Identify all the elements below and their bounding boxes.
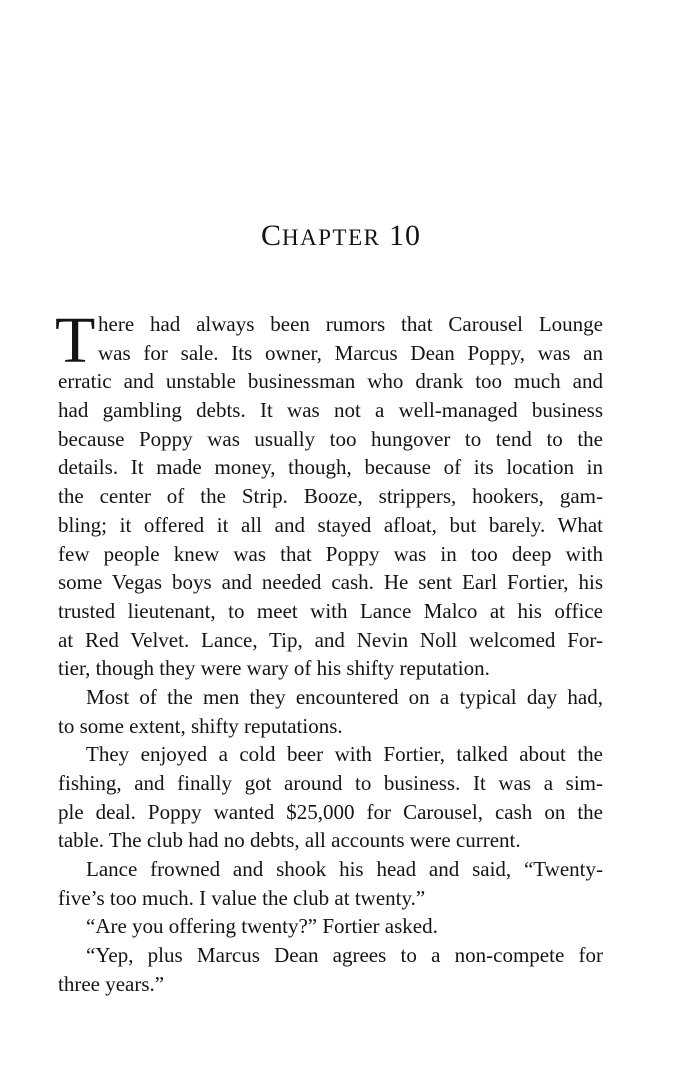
text-line: “Are you offering twenty?” Fortier asked. [86, 914, 438, 939]
chapter-word-rest: HAPTER [282, 225, 381, 250]
text-line: fishing, and finally got around to business. It was a sim- [58, 771, 603, 795]
text-line: at Red Velvet. Lance, Tip, and Nevin Noll welcomed For- [58, 627, 603, 652]
text-line: erratic and unstable businessman who drank too much and [58, 369, 603, 394]
drop-cap: T [55, 304, 96, 377]
text-line: details. It made money, though, because of its location in [58, 455, 603, 480]
chapter-body [55, 304, 603, 999]
text-line: few people knew was that Poppy was in too deep with [58, 541, 603, 566]
text-line: because Poppy was usually too hungover to tend to the [58, 426, 603, 451]
text-line: to some extent, shifty reputations. [58, 713, 343, 738]
text-line: three years.” [58, 971, 165, 996]
text-line: They enjoyed a cold beer with Fortier, talked about the [86, 742, 603, 767]
text-line: bling; it offered it all and stayed afloat, but barely. What [58, 512, 603, 537]
chapter-number: 10 [388, 219, 421, 252]
text-line: table. The club had no debts, all accounts were current. [58, 828, 521, 853]
text-line: Lance frowned and shook his head and said, “Twenty- [86, 857, 603, 882]
text-line: had gambling debts. It was not a well-managed business [58, 398, 603, 423]
text-line: was for sale. Its owner, Marcus Dean Poppy, was an [98, 340, 603, 365]
chapter-heading [0, 216, 682, 258]
text-line: “Yep, plus Marcus Dean agrees to a non-compete for [86, 943, 603, 968]
text-line: five’s too much. I value the club at twenty.” [58, 885, 426, 910]
text-line: the center of the Strip. Booze, strippers, hookers, gam- [58, 484, 603, 509]
text-line: here had always been rumors that Carousel Lounge [98, 312, 603, 336]
text-line: tier, though they were wary of his shifty reputation. [58, 656, 490, 681]
text-line: some Vegas boys and needed cash. He sent Earl Fortier, his [58, 570, 603, 595]
text-line: trusted lieutenant, to meet with Lance Malco at his office [58, 598, 603, 623]
text-line: ple deal. Poppy wanted $25,000 for Carousel, cash on the [58, 799, 603, 824]
text-line: Most of the men they encountered on a typical day had, [86, 684, 603, 709]
chapter-word-initial: C [261, 219, 283, 252]
